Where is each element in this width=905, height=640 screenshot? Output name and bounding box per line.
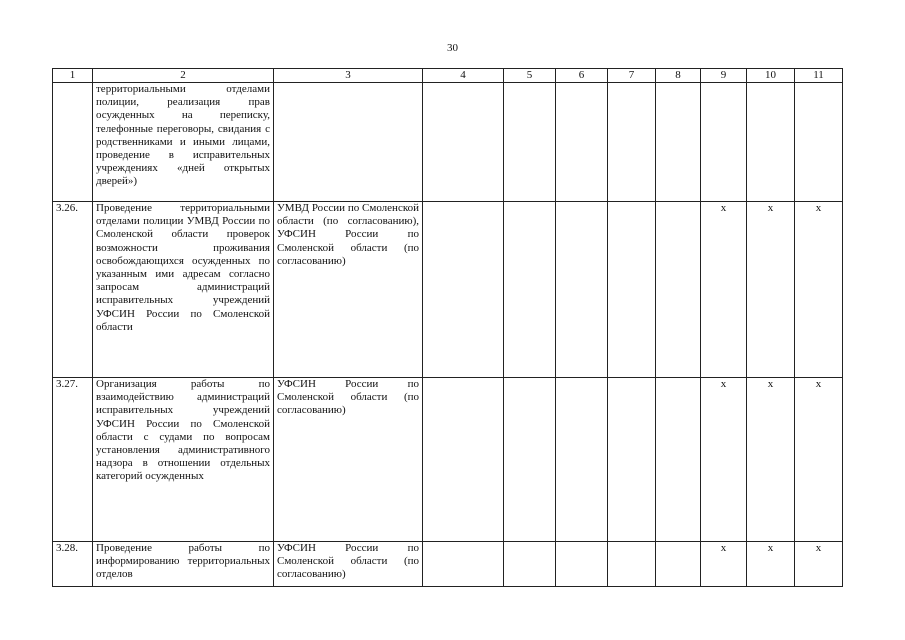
cell-col11: х bbox=[795, 378, 843, 542]
cell-col4 bbox=[423, 83, 504, 202]
cell-col8 bbox=[656, 542, 701, 587]
header-cell-5: 5 bbox=[504, 69, 556, 83]
header-cell-6: 6 bbox=[556, 69, 608, 83]
cell-col10 bbox=[747, 83, 795, 202]
row-number: 3.26. bbox=[53, 202, 93, 378]
header-cell-11: 11 bbox=[795, 69, 843, 83]
cell-col4 bbox=[423, 378, 504, 542]
cell-col5 bbox=[504, 378, 556, 542]
header-cell-2: 2 bbox=[93, 69, 274, 83]
cell-col8 bbox=[656, 202, 701, 378]
header-cell-8: 8 bbox=[656, 69, 701, 83]
header-cell-4: 4 bbox=[423, 69, 504, 83]
header-row bbox=[53, 69, 843, 83]
cell-col5 bbox=[504, 202, 556, 378]
cell-col5 bbox=[504, 83, 556, 202]
row-number bbox=[53, 83, 93, 202]
row-number: 3.27. bbox=[53, 378, 93, 542]
header-cell-10: 10 bbox=[747, 69, 795, 83]
cell-col4 bbox=[423, 202, 504, 378]
cell-col4 bbox=[423, 542, 504, 587]
cell-col7 bbox=[608, 83, 656, 202]
table-row bbox=[53, 83, 843, 202]
executor-cell: УФСИН России по Смоленской области (по согласованию) bbox=[274, 378, 423, 542]
header-cell-9: 9 bbox=[701, 69, 747, 83]
cell-col7 bbox=[608, 202, 656, 378]
table-row bbox=[53, 378, 843, 542]
row-number: 3.28. bbox=[53, 542, 93, 587]
executor-cell: УФСИН России по Смоленской области (по согласованию) bbox=[274, 542, 423, 587]
cell-col11: х bbox=[795, 542, 843, 587]
cell-col8 bbox=[656, 378, 701, 542]
activity-cell: Проведение территориальными отделами полиции УМВД России по Смоленской области проверок возможности проживания освобождающихся осужденных по указанным ими адресам согласно запросам администраций исправительных учреждений УФСИН России по Смоленской области bbox=[93, 202, 274, 378]
activity-cell: Проведение работы по информированию территориальных отделов bbox=[93, 542, 274, 587]
cell-col9 bbox=[701, 83, 747, 202]
cell-col10: х bbox=[747, 542, 795, 587]
cell-col11: х bbox=[795, 202, 843, 378]
cell-col6 bbox=[556, 542, 608, 587]
cell-col11 bbox=[795, 83, 843, 202]
cell-col6 bbox=[556, 378, 608, 542]
cell-col8 bbox=[656, 83, 701, 202]
header-cell-3: 3 bbox=[274, 69, 423, 83]
header-cell-1: 1 bbox=[53, 69, 93, 83]
table-row bbox=[53, 542, 843, 587]
activity-cell: территориальными отделами полиции, реализация прав осужденных на переписку, телефонные переговоры, свидания с родственниками и иными лицами, проведение в исправительных учреждениях «дней открытых дверей») bbox=[93, 83, 274, 202]
cell-col9: х bbox=[701, 378, 747, 542]
cell-col7 bbox=[608, 378, 656, 542]
cell-col5 bbox=[504, 542, 556, 587]
page-number: 30 bbox=[447, 42, 458, 54]
cell-col10: х bbox=[747, 378, 795, 542]
cell-col10: х bbox=[747, 202, 795, 378]
cell-col6 bbox=[556, 202, 608, 378]
cell-col7 bbox=[608, 542, 656, 587]
activity-cell: Организация работы по взаимодействию администраций исправительных учреждений УФСИН России по Смоленской области с судами по вопросам установления административного надзора в отношении отдельных категорий осужденных bbox=[93, 378, 274, 542]
plan-table bbox=[52, 68, 843, 587]
table-row bbox=[53, 202, 843, 378]
executor-cell bbox=[274, 83, 423, 202]
header-cell-7: 7 bbox=[608, 69, 656, 83]
executor-cell: УМВД России по Смоленской области (по согласованию), УФСИН России по Смоленской области (по согласованию) bbox=[274, 202, 423, 378]
cell-col6 bbox=[556, 83, 608, 202]
cell-col9: х bbox=[701, 542, 747, 587]
cell-col9: х bbox=[701, 202, 747, 378]
